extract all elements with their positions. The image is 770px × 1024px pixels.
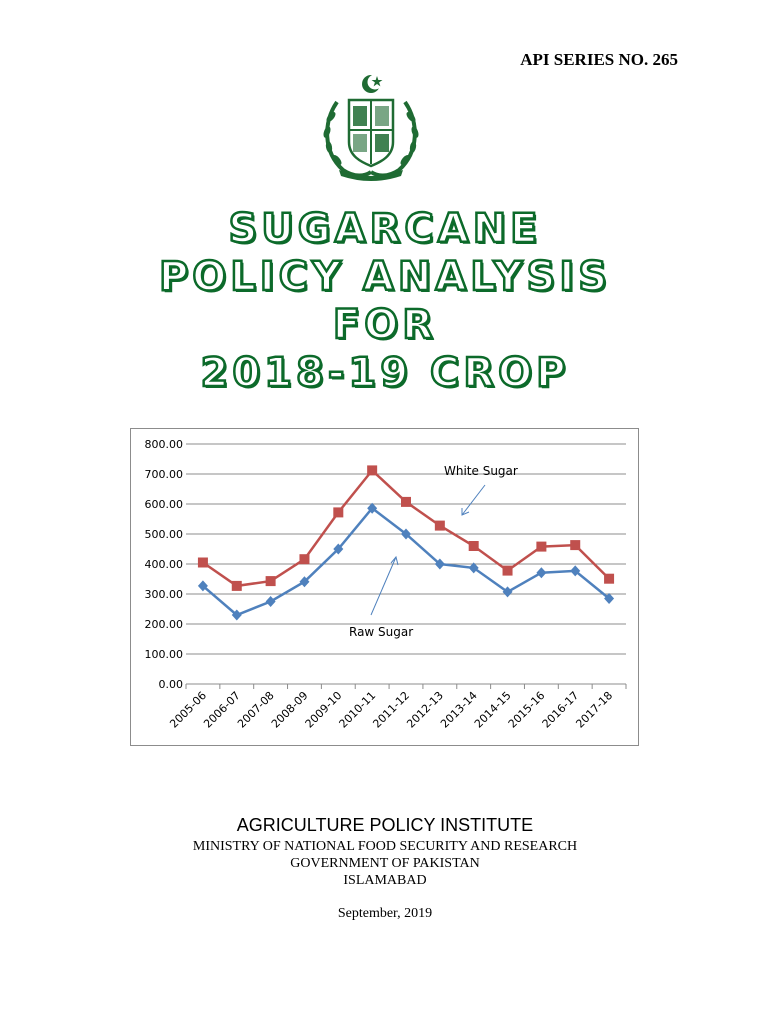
x-tick-label: 2015-16	[505, 688, 548, 731]
data-point	[266, 576, 276, 586]
ministry-name: MINISTRY OF NATIONAL FOOD SECURITY AND RESEARCH	[192, 839, 578, 854]
series-line-raw-sugar	[203, 508, 609, 615]
x-tick-label: 2007-08	[235, 688, 277, 731]
data-point	[435, 521, 445, 531]
x-tick-label: 2009-10	[302, 688, 345, 731]
y-tick-label: 700.00	[144, 468, 183, 481]
x-tick-label: 2008-09	[268, 688, 311, 731]
x-tick-label: 2013-14	[438, 688, 480, 731]
y-tick-label: 100.00	[144, 648, 183, 661]
data-point	[232, 581, 242, 591]
government-emblem-icon	[315, 72, 427, 182]
sugar-price-chart	[130, 428, 639, 746]
x-tick-label: 2012-13	[404, 688, 446, 731]
y-tick-label: 800.00	[144, 438, 183, 451]
title-line-3: FOR	[332, 302, 438, 348]
data-point	[367, 465, 377, 475]
chart-canvas	[131, 429, 640, 747]
x-tick-label: 2006-07	[201, 688, 243, 731]
data-point	[401, 497, 411, 507]
data-point	[266, 596, 276, 607]
city-name: ISLAMABAD	[343, 873, 427, 888]
data-point	[536, 542, 546, 552]
series-line-white-sugar	[203, 470, 609, 586]
annotation-white-sugar: White Sugar	[444, 464, 518, 478]
data-point	[469, 541, 479, 551]
institute-name: AGRICULTURE POLICY INSTITUTE	[236, 815, 534, 835]
y-tick-label: 300.00	[144, 588, 183, 601]
data-point	[604, 574, 614, 584]
data-point	[570, 540, 580, 550]
y-tick-label: 400.00	[144, 558, 183, 571]
title-line-1: SUGARCANE	[228, 206, 542, 252]
x-tick-label: 2014-15	[471, 688, 514, 731]
x-tick-label: 2010-11	[336, 688, 379, 731]
x-tick-label: 2017-18	[573, 688, 616, 731]
document-title	[0, 205, 770, 397]
data-point	[536, 567, 546, 578]
title-line-4: 2018-19 CROP	[200, 350, 570, 396]
x-tick-label: 2011-12	[370, 688, 413, 731]
annotation-arrow	[462, 485, 485, 515]
x-tick-label: 2005-06	[167, 688, 210, 731]
series-number: API SERIES NO. 265	[520, 50, 678, 69]
data-point	[299, 554, 309, 564]
annotation-arrow	[371, 557, 396, 615]
x-tick-label: 2016-17	[539, 688, 582, 731]
title-line-2: POLICY ANALYSIS	[158, 254, 612, 300]
data-point	[333, 507, 343, 517]
data-point	[198, 558, 208, 568]
y-tick-label: 500.00	[144, 528, 183, 541]
y-tick-label: 600.00	[144, 498, 183, 511]
publication-date: September, 2019	[337, 906, 433, 921]
data-point	[503, 566, 513, 576]
y-tick-label: 200.00	[144, 618, 183, 631]
government-name: GOVERNMENT OF PAKISTAN	[290, 856, 480, 871]
annotation-raw-sugar: Raw Sugar	[349, 625, 414, 639]
y-tick-label: 0.00	[158, 678, 183, 691]
